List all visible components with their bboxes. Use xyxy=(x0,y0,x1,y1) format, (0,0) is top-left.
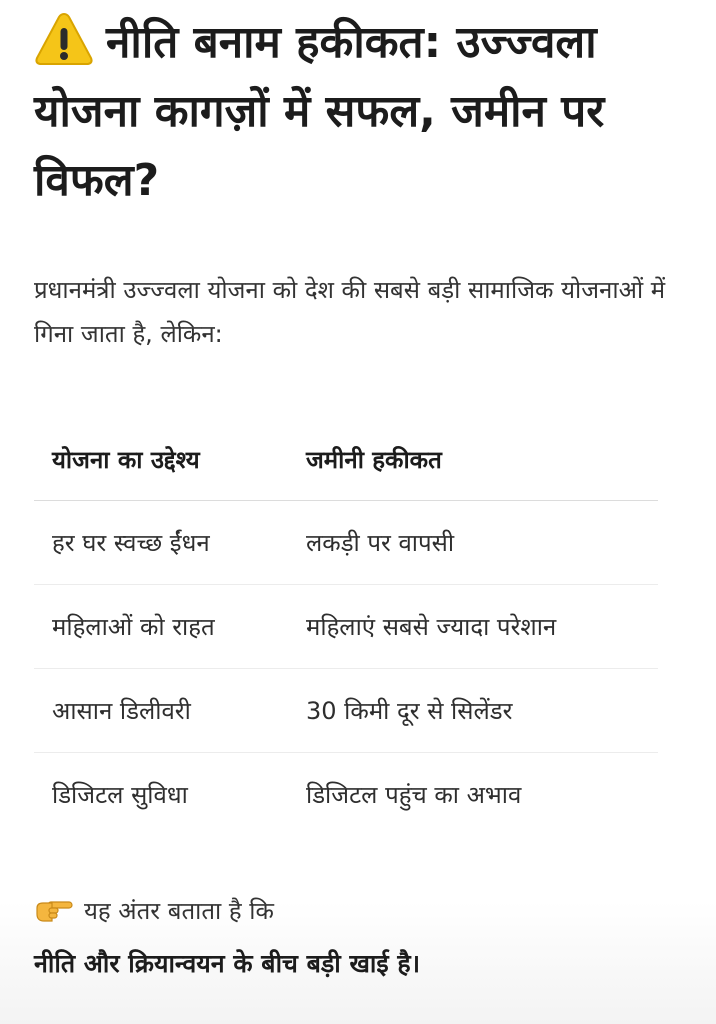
table-cell-reality: 30 किमी दूर से सिलेंडर xyxy=(288,668,658,752)
warning-icon xyxy=(34,11,94,67)
pointing-hand-icon xyxy=(34,897,74,923)
table-cell-reality: महिलाएं सबसे ज्यादा परेशान xyxy=(288,584,658,668)
table-row xyxy=(34,584,658,668)
table-row xyxy=(34,752,658,836)
table-cell-objective: हर घर स्वच्छ ईंधन xyxy=(34,500,288,584)
note-line xyxy=(34,893,684,929)
column-header-objective: योजना का उद्देश्य xyxy=(34,420,288,500)
table-cell-objective: डिजिटल सुविधा xyxy=(52,780,188,809)
headline-text: नीति बनाम हकीकत: उज्ज्वला योजना कागज़ों में सफल, जमीन पर विफल? xyxy=(34,17,605,206)
comparison-table xyxy=(34,420,658,836)
table-cell-objective: आसान डिलीवरी xyxy=(34,668,288,752)
column-header-reality: जमीनी हकीकत xyxy=(288,420,658,500)
conclusion-text: नीति और क्रियान्वयन के बीच बड़ी खाई है। xyxy=(34,949,421,978)
table-row xyxy=(34,500,658,584)
table-cell-reality: डिजिटल पहुंच का अभाव xyxy=(306,780,522,809)
table-header-row xyxy=(34,420,658,500)
table-cell-objective: महिलाओं को राहत xyxy=(34,584,288,668)
note-text: यह अंतर बताता है कि xyxy=(84,897,274,925)
intro-paragraph: प्रधानमंत्री उज्ज्वला योजना को देश की सबसे बड़ी सामाजिक योजनाओं में गिना जाता है, लेकिन: xyxy=(34,276,666,348)
table-cell-reality: लकड़ी पर वापसी xyxy=(288,500,658,584)
headline xyxy=(34,8,694,215)
table-row xyxy=(34,668,658,752)
